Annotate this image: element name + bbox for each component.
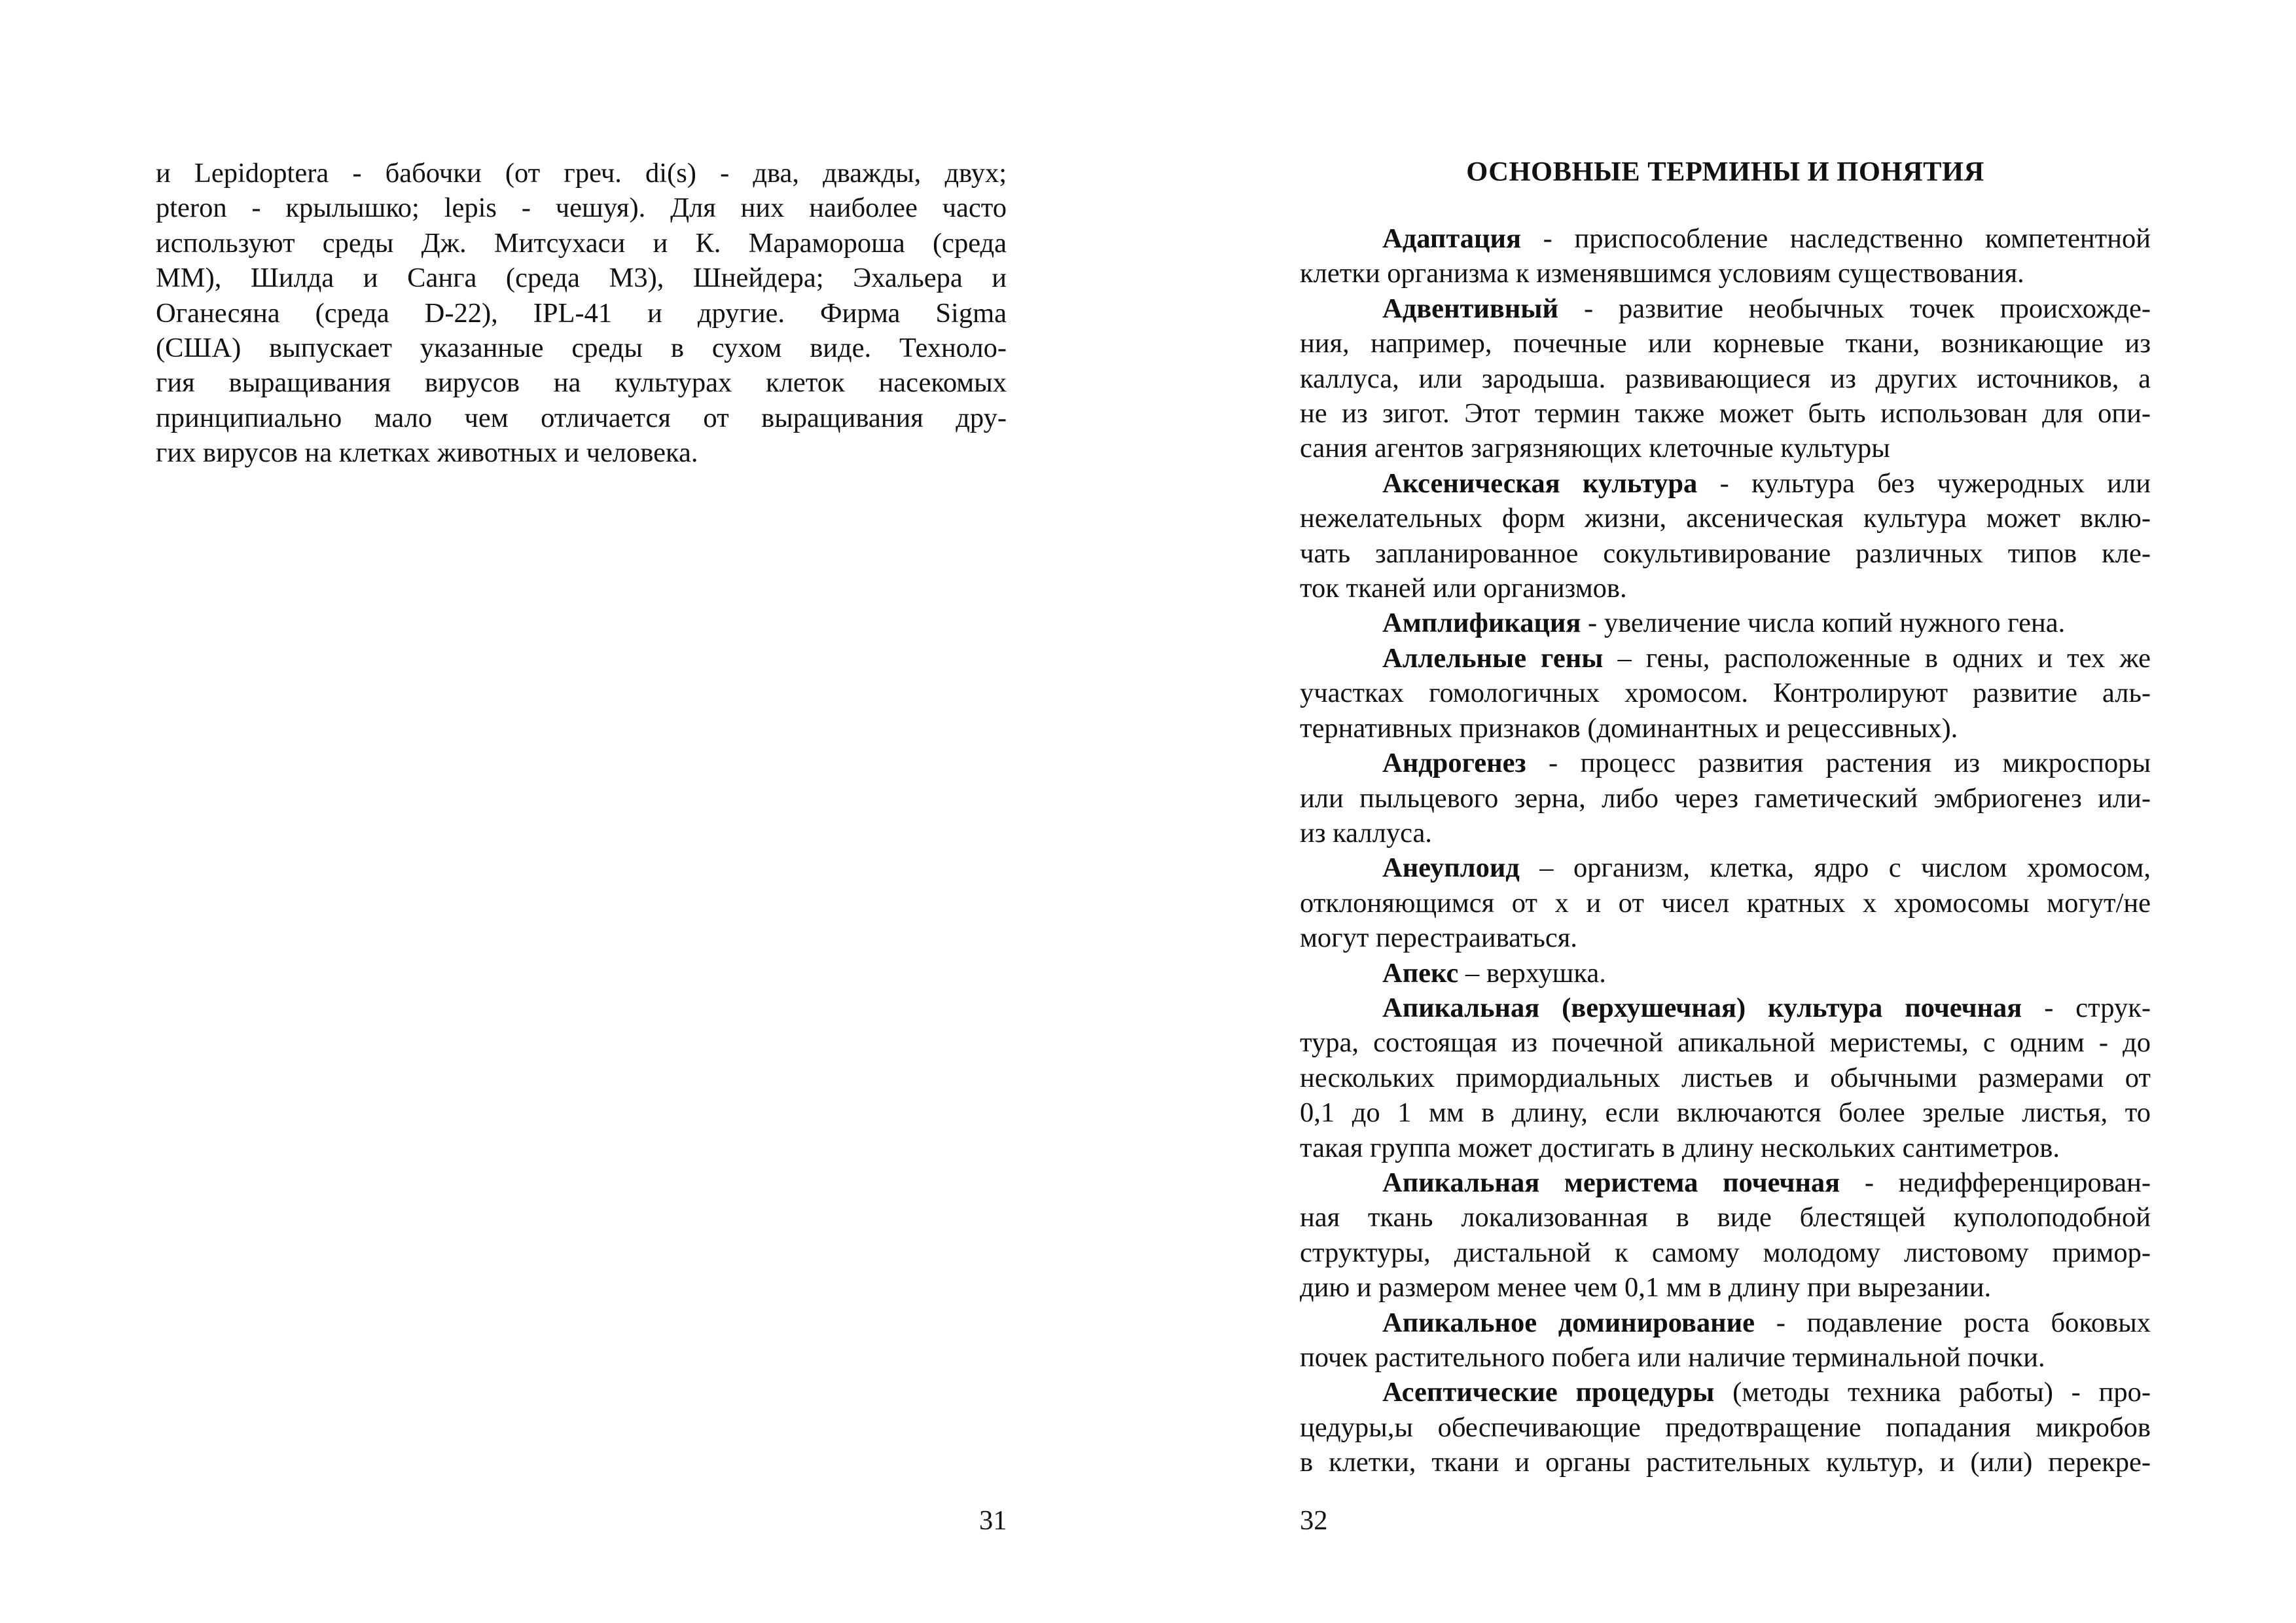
glossary-term: Андрогенез (1382, 748, 1526, 779)
glossary-definition-start: - приспособление наследственно компетентной (1520, 223, 2151, 254)
glossary-definition-line: дию и размером менее чем 0,1 мм в длину при вырезании. (1300, 1272, 1992, 1304)
text-line: (США) выпускает указанные среды в сухом виде. Техноло- (156, 333, 1007, 364)
glossary-first-line (1300, 1165, 2151, 1200)
glossary-definition-line: каллуса, или зародыша. развивающиеся из других источников, а (1300, 363, 2151, 394)
glossary-definition-line: в клетки, ткани и органы растительных культур, и (или) перекре- (1300, 1447, 2151, 1478)
text-line: pteron - крылышко; lepis - чешуя). Для них наиболее часто (156, 192, 1007, 224)
glossary-definition-line: такая группа может достигать в длину нескольких сантиметров. (1300, 1132, 2060, 1163)
text-line: гих вирусов на клетках животных и человека. (156, 437, 698, 469)
glossary-term: Анеуплоид (1382, 852, 1520, 884)
glossary-entry (1300, 221, 2151, 291)
text-line: Оганесяна (среда D-22), IPL-41 и другие. Фирма Sigma (156, 297, 1007, 329)
glossary-entry (1300, 956, 2151, 991)
glossary-definition-line: цедуры,ы обеспечивающие предотвращение попадания микробов (1300, 1412, 2151, 1443)
glossary-first-line (1300, 956, 2151, 991)
glossary-first-line (1300, 850, 2151, 885)
section-heading: ОСНОВНЫЕ ТЕРМИНЫ И ПОНЯТИЯ (1466, 156, 1984, 187)
glossary-definition-line: почек растительного побега или наличие терминальной почки. (1300, 1342, 2045, 1373)
glossary-first-line (1300, 221, 2151, 256)
glossary-definition-line: нежелательных форм жизни, аксеническая культура может вклю- (1300, 503, 2151, 534)
glossary-entry (1300, 466, 2151, 606)
glossary-entry (1300, 606, 2151, 640)
glossary-entry (1300, 1305, 2151, 1376)
glossary-first-line (1300, 991, 2151, 1025)
glossary-entry (1300, 850, 2151, 955)
glossary-definition-line: тернативных признаков (доминантных и рецессивных). (1300, 712, 1958, 744)
text-line: принципиально мало чем отличается от выращивания дру- (156, 402, 1007, 433)
page-number: 31 (979, 1505, 1007, 1536)
text-line: и Lepidoptera - бабочки (от греч. di(s) - два, дважды, двух; (156, 158, 1007, 189)
glossary-definition-line: ная ткань локализованная в виде блестящей куполоподобной (1300, 1202, 2151, 1233)
glossary-term: Аллельные гены (1382, 642, 1604, 674)
glossary-definition-line: из каллуса. (1300, 817, 1432, 848)
glossary-term: Асептические процедуры (1382, 1377, 1715, 1408)
glossary-term: Апекс (1382, 957, 1459, 989)
right-page (1148, 0, 2296, 1623)
glossary-definition-start: – верхушка. (1458, 957, 1606, 989)
glossary-first-line (1300, 641, 2151, 676)
glossary-definition-line: сания агентов загрязняющих клеточные культуры (1300, 433, 1890, 464)
text-line: используют среды Дж. Митсухаси и К. Марамороша (среда (156, 227, 1007, 259)
glossary-first-line (1300, 1305, 2151, 1340)
glossary-entry (1300, 746, 2151, 850)
glossary-entry (1300, 1375, 2151, 1480)
glossary-definition-start: - процесс развития растения из микроспоры (1526, 748, 2151, 779)
glossary-first-line (1300, 1375, 2151, 1410)
glossary-term: Адвентивный (1382, 293, 1558, 324)
glossary-definition-line: нескольких примордиальных листьев и обычными размерами от (1300, 1062, 2151, 1093)
glossary-definition-line: отклоняющимся от x и от чисел кратных x хромосомы могут/не (1300, 887, 2151, 919)
glossary-first-line (1300, 466, 2151, 501)
glossary-term: Амплификация (1382, 608, 1581, 639)
glossary-definition-line: не из зигот. Этот термин также может быть использован для опи- (1300, 398, 2151, 429)
glossary-first-line (1300, 291, 2151, 326)
glossary-definition-start: (методы техника работы) - про- (1714, 1377, 2151, 1408)
glossary (1300, 221, 2151, 1480)
left-page-text (156, 156, 1007, 471)
glossary-definition-start: - увеличение числа копий нужного гена. (1581, 608, 2066, 639)
glossary-definition-start: – организм, клетка, ядро с числом хромосом, (1519, 852, 2151, 884)
glossary-definition-line: ток тканей или организмов. (1300, 573, 1627, 604)
text-line: гия выращивания вирусов на культурах клеток насекомых (156, 367, 1007, 399)
glossary-definition-line: 0,1 до 1 мм в длину, если включаются более зрелые листья, то (1300, 1097, 2151, 1129)
glossary-entry (1300, 641, 2151, 746)
glossary-definition-line: структуры, дистальной к самому молодому листовому примор- (1300, 1237, 2151, 1268)
glossary-first-line (1300, 746, 2151, 780)
glossary-definition-start: - подавление роста боковых (1754, 1307, 2151, 1338)
glossary-entry (1300, 1165, 2151, 1305)
glossary-definition-line: или пыльцевого зерна, либо через гаметический эмбриогенез или- (1300, 782, 2151, 814)
glossary-definition-start: - недифференцирован- (1840, 1167, 2151, 1198)
glossary-entry (1300, 291, 2151, 466)
page-number: 32 (1300, 1505, 1328, 1536)
glossary-term: Адаптация (1382, 223, 1521, 254)
glossary-definition-line: участках гомологичных хромосом. Контролируют развитие аль- (1300, 678, 2151, 709)
glossary-entry (1300, 991, 2151, 1165)
text-line: ММ), Шилда и Санга (среда М3), Шнейдера; Эхальера и (156, 263, 1007, 294)
glossary-definition-line: чать запланированное сокультивирование различных типов кле- (1300, 538, 2151, 569)
glossary-definition-line: могут перестраиваться. (1300, 922, 1577, 954)
glossary-first-line (1300, 606, 2151, 640)
glossary-definition-line: тура, состоящая из почечной апикальной меристемы, с одним - до (1300, 1027, 2151, 1059)
glossary-definition-start: - струк- (2022, 992, 2151, 1023)
glossary-term: Апикальное доминирование (1382, 1307, 1755, 1338)
glossary-definition-line: ния, например, почечные или корневые ткани, возникающие из (1300, 328, 2151, 359)
glossary-definition-start: - культура без чужеродных или (1697, 467, 2151, 499)
glossary-definition-start: – гены, расположенные в одних и тех же (1603, 642, 2151, 674)
glossary-definition-start: - развитие необычных точек происхожде- (1558, 293, 2151, 324)
glossary-term: Апикальная (верхушечная) культура почечная (1382, 992, 2022, 1023)
glossary-term: Апикальная меристема почечная (1382, 1167, 1840, 1198)
glossary-term: Аксеническая культура (1382, 467, 1698, 499)
glossary-definition-line: клетки организма к изменявшимся условиям существования. (1300, 258, 2024, 289)
